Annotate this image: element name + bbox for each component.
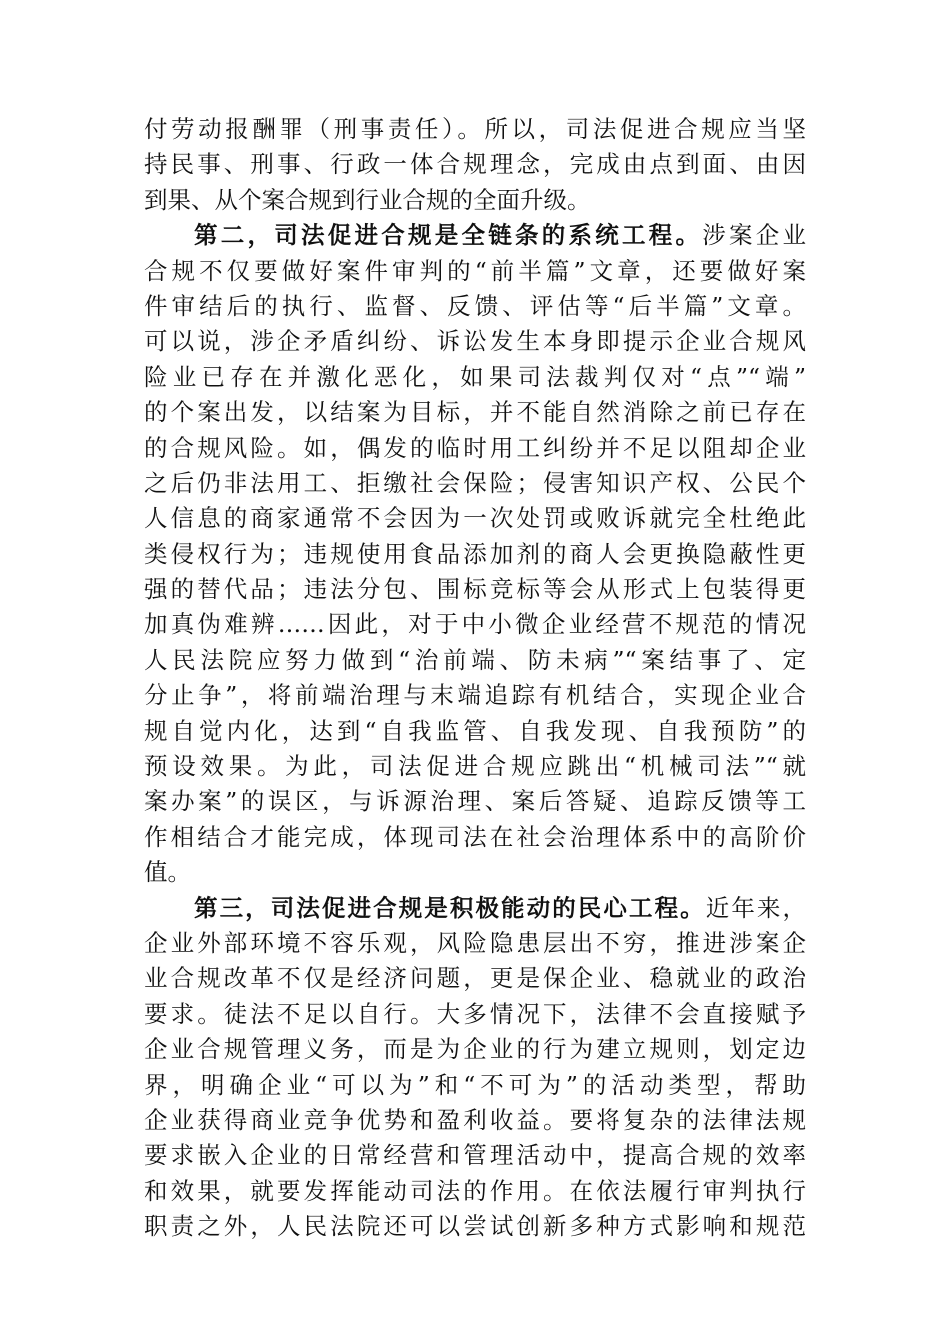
text-line: 和效果，就要发挥能动司法的作用。在依法履行审判执行 (144, 1176, 806, 1205)
text-line (144, 891, 806, 926)
text-line: 案办案”的误区，与诉源治理、案后答疑、追踪反馈等工 (144, 787, 806, 816)
text-line: 持民事、刑事、行政一体合规理念，完成由点到面、由因 (144, 150, 806, 179)
text-line: 的合规风险。如，偶发的临时用工纠纷并不足以阻却企业 (144, 433, 806, 462)
text-run: 近年来， (705, 893, 806, 922)
text-line: 加真伪难辨……因此，对于中小微企业经营不规范的情况 (144, 610, 806, 639)
text-line: 人民法院应努力做到“治前端、防未病”“案结事了、定 (144, 645, 806, 674)
text-line: 险业已存在并激化恶化，如果司法裁判仅对“点”“端” (144, 362, 806, 391)
text-line: 分止争”，将前端治理与末端追踪有机结合，实现企业合 (144, 681, 806, 710)
text-line: 业合规改革不仅是经济问题，更是保企业、稳就业的政治 (144, 964, 806, 993)
text-line: 的个案出发，以结案为目标，并不能自然消除之前已存在 (144, 398, 806, 427)
text-run: 涉案企业 (702, 221, 806, 250)
paragraph-2 (144, 218, 806, 890)
text-line: 类侵权行为；违规使用食品添加剂的商人会更换隐蔽性更 (144, 539, 806, 568)
text-line: 付劳动报酬罪（刑事责任）。所以，司法促进合规应当坚 (144, 115, 806, 143)
text-line: 要求。徒法不足以自行。大多情况下，法律不会直接赋予 (144, 999, 806, 1028)
paragraph-3 (144, 891, 806, 1245)
text-line: 值。 (144, 858, 191, 887)
text-line: 强的替代品；违法分包、围标竞标等会从形式上包装得更 (144, 575, 806, 604)
text-line: 预设效果。为此，司法促进合规应跳出“机械司法”“就 (144, 752, 806, 781)
paragraph-1 (144, 112, 806, 218)
text-line: 界，明确企业“可以为”和“不可为”的活动类型，帮助 (144, 1070, 806, 1099)
text-line: 可以说，涉企矛盾纠纷、诉讼发生本身即提示企业合规风 (144, 327, 806, 356)
text-line: 作相结合才能完成，体现司法在社会治理体系中的高阶价 (144, 822, 806, 851)
text-line: 人信息的商家通常不会因为一次处罚或败诉就完全杜绝此 (144, 504, 806, 533)
text-line: 到果、从个案合规到行业合规的全面升级。 (144, 185, 591, 214)
document-page (144, 112, 806, 1245)
paragraph-heading: 第二，司法促进合规是全链条的系统工程。 (194, 221, 703, 250)
text-line: 企业合规管理义务，而是为企业的行为建立规则，划定边 (144, 1035, 806, 1064)
text-line (144, 218, 806, 253)
text-line: 之后仍非法用工、拒缴社会保险；侵害知识产权、公民个 (144, 468, 806, 497)
text-line: 件审结后的执行、监督、反馈、评估等“后半篇”文章。 (144, 291, 806, 320)
text-line: 要求嵌入企业的日常经营和管理活动中，提高合规的效率 (144, 1141, 806, 1170)
text-line: 规自觉内化，达到“自我监管、自我发现、自我预防”的 (144, 716, 806, 745)
text-line: 企业获得商业竞争优势和盈利收益。要将复杂的法律法规 (144, 1105, 806, 1134)
text-line: 企业外部环境不容乐观，风险隐患层出不穷，推进涉案企 (144, 928, 806, 957)
text-line: 合规不仅要做好案件审判的“前半篇”文章，还要做好案 (144, 256, 806, 285)
paragraph-heading: 第三，司法促进合规是积极能动的民心工程。 (194, 893, 706, 922)
text-line: 职责之外，人民法院还可以尝试创新多种方式影响和规范 (144, 1212, 806, 1241)
